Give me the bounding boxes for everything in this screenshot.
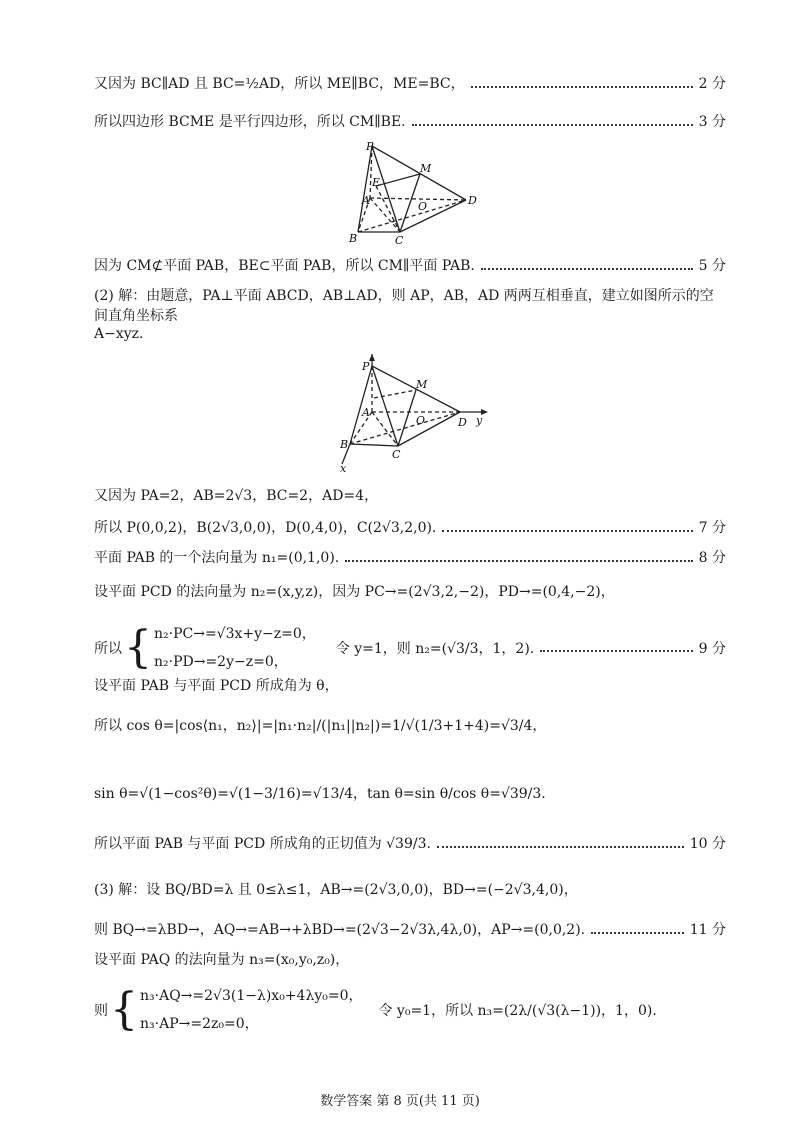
answer-line-5 <box>94 324 726 344</box>
equation-2: n₂·PD→=2y−z=0， <box>154 654 288 670</box>
answer-line-8 <box>94 548 726 568</box>
answer-line-9 <box>94 582 726 602</box>
label-C: C <box>392 448 401 461</box>
score-label: 8 分 <box>698 550 726 566</box>
label-x: x <box>340 462 347 474</box>
line-text: 所以 <box>94 641 122 657</box>
score-label: 9 分 <box>698 641 726 657</box>
score-label: 11 分 <box>689 922 726 938</box>
equation-result: 令 y=1，则 n₂=(√3/3，1，2). <box>335 641 535 657</box>
dot-leader <box>412 124 693 126</box>
dot-leader <box>345 560 692 562</box>
answer-line-11 <box>94 676 726 696</box>
answer-line-7 <box>94 518 726 538</box>
dot-leader <box>540 650 692 652</box>
label-P: P <box>366 140 374 153</box>
answer-line-14 <box>94 834 726 854</box>
pyramid-figure-2 <box>330 354 500 474</box>
label-B: B <box>340 438 349 451</box>
line-text: 平面 PAB 的一个法向量为 n₁=(0,1,0). <box>94 550 340 566</box>
line-text: A−xyz. <box>94 326 144 342</box>
score-label: 3 分 <box>698 114 726 130</box>
equation-1: n₂·PC→=√3x+y−z=0， <box>154 626 316 642</box>
equation-system <box>140 982 362 1038</box>
label-E: E <box>372 176 381 189</box>
answer-line-16 <box>94 920 726 940</box>
label-B: B <box>349 232 358 245</box>
label-O: O <box>418 200 428 213</box>
label-D: D <box>458 416 467 429</box>
z-arrow <box>369 354 375 361</box>
equation-system <box>154 620 316 676</box>
diag-BD <box>358 200 466 232</box>
line-text: 所以 cos θ=|cos⟨n₁，n₂⟩|=|n₁·n₂|/(|n₁||n₂|)=1/√(1/3+1+4)=√3/4， <box>94 718 547 734</box>
label-A: A <box>362 406 370 419</box>
edge-PD <box>372 146 466 200</box>
label-C: C <box>395 234 404 246</box>
label-A: A <box>362 194 370 207</box>
label-M: M <box>416 378 428 391</box>
pyramid-figure-1 <box>340 140 490 246</box>
answer-line-6 <box>94 486 726 506</box>
label-O: O <box>416 414 426 427</box>
answer-line-3 <box>94 256 726 276</box>
equation-result: 令 y₀=1，所以 n₃=(2λ/(√3(λ−1))，1，0). <box>378 1003 657 1019</box>
line-text: 则 <box>94 1003 108 1019</box>
line-text: 又因为 BC∥AD 且 BC=½AD，所以 ME∥BC，ME=BC， <box>94 76 465 92</box>
left-brace: { <box>124 622 152 673</box>
diag-AC <box>372 412 398 446</box>
equation-2: n₃·AP→=2z₀=0， <box>140 1016 259 1032</box>
dot-leader <box>442 530 692 532</box>
dot-leader <box>481 268 693 270</box>
score-label: 5 分 <box>698 258 726 274</box>
line-text: 设平面 PCD 的法向量为 n₂=(x,y,z)，因为 PC→=(2√3,2,−2)，PD→=(0,4,−2)， <box>94 584 615 600</box>
answer-line-1 <box>94 74 726 94</box>
answer-line-18 <box>94 982 726 1038</box>
line-text: 则 BQ→=λBD→，AQ→=AB→+λBD→=(2√3−2√3λ,4λ,0)，AP→=(0,0,2). <box>94 922 586 938</box>
answer-line-10 <box>94 620 726 676</box>
line-text: 所以 P(0,0,2)，B(2√3,0,0)，D(0,4,0)，C(2√3,2,0). <box>94 520 437 536</box>
label-y: y <box>476 414 483 427</box>
left-brace: { <box>110 984 138 1035</box>
line-text: 因为 CM⊄平面 PAB，BE⊂平面 PAB，所以 CM∥平面 PAB. <box>94 258 475 274</box>
answer-line-2 <box>94 112 726 132</box>
edge-PB <box>350 366 372 444</box>
score-label: 7 分 <box>698 520 726 536</box>
dot-leader <box>471 86 693 88</box>
dot-leader <box>437 846 684 848</box>
line-text: sin θ=√(1−cos²θ)=√(1−3/16)=√13/4，tan θ=sin θ/cos θ=√39/3. <box>94 786 546 802</box>
edge-BC <box>350 444 398 446</box>
answer-line-15 <box>94 880 726 900</box>
line-text: 设平面 PAB 与平面 PCD 所成角为 θ， <box>94 678 339 694</box>
dot-leader <box>591 932 684 934</box>
answer-line-13 <box>94 784 726 804</box>
line-text: 又因为 PA=2，AB=2√3，BC=2，AD=4， <box>94 488 379 504</box>
line-text: 设平面 PAQ 的法向量为 n₃=(x₀,y₀,z₀)， <box>94 952 350 968</box>
answer-line-4 <box>94 286 726 326</box>
edge-PC <box>372 146 400 232</box>
line-text: 所以四边形 BCME 是平行四边形，所以 CM∥BE. <box>94 114 406 130</box>
answer-line-12 <box>94 716 726 736</box>
label-D: D <box>468 194 477 207</box>
line-text: (3) 解：设 BQ/BD=λ 且 0≤λ≤1，AB→=(2√3,0,0)，BD→=(−2√3,4,0)， <box>94 882 578 898</box>
label-M: M <box>420 162 432 175</box>
line-text: 所以平面 PAB 与平面 PCD 所成角的正切值为 √39/3. <box>94 836 431 852</box>
score-label: 10 分 <box>689 836 726 852</box>
page-footer: 数学答案 第 8 页(共 11 页) <box>320 1094 480 1109</box>
label-P: P <box>362 360 370 373</box>
answer-line-17 <box>94 950 726 970</box>
line-text: (2) 解：由题意，PA⊥平面 ABCD，AB⊥AD，则 AP，AB，AD 两两互相垂直，建立如图所示的空间直角坐标系 <box>94 288 714 324</box>
score-label: 2 分 <box>698 76 726 92</box>
equation-1: n₃·AQ→=2√3(1−λ)x₀+4λy₀=0， <box>140 988 363 1004</box>
